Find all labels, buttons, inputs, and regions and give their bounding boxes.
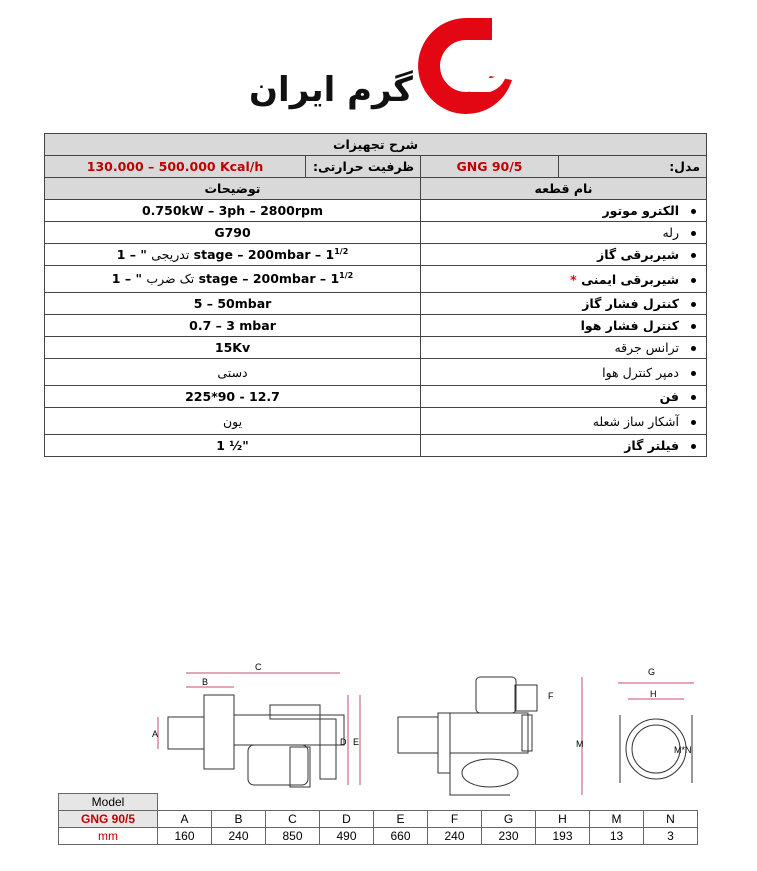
desc-cell: 0.7 – 3 mbar	[45, 315, 421, 337]
brand-logo	[236, 12, 526, 122]
dims-unit: mm	[59, 828, 158, 845]
dim-value: 160	[158, 828, 212, 845]
bullet-icon	[691, 209, 696, 214]
bullet-icon	[691, 278, 696, 283]
dim-value: 240	[428, 828, 482, 845]
model-header: Model	[59, 794, 158, 811]
dim-label: C	[255, 662, 262, 672]
model-label: مدل:	[559, 156, 707, 178]
part-cell: الکترو موتور	[602, 203, 679, 218]
spec-title: شرح تجهیزات	[45, 134, 707, 156]
part-cell: شیربرقی ایمنی	[581, 271, 679, 287]
table-row	[45, 293, 707, 315]
part-cell: ترانس جرقه	[614, 340, 679, 355]
dims-model: GNG 90/5	[59, 811, 158, 828]
dim-label: E	[353, 737, 360, 747]
part-cell: رله	[662, 225, 679, 240]
part-cell: کنترل فشار هوا	[580, 318, 679, 333]
dim-col: G	[482, 811, 536, 828]
table-row	[45, 266, 707, 293]
safety-star: *	[570, 271, 577, 287]
part-cell: کنترل فشار گاز	[582, 296, 679, 311]
bullet-icon	[691, 324, 696, 329]
dim-value: 490	[320, 828, 374, 845]
bullet-icon	[691, 346, 696, 351]
burner-dimension-drawing	[150, 655, 720, 805]
desc-cell: یون	[45, 408, 421, 435]
bullet-icon	[691, 395, 696, 400]
desc-cell: 1 ½"	[45, 435, 421, 457]
col-part-header: نام قطعه	[421, 178, 707, 200]
dim-col: B	[212, 811, 266, 828]
desc-prefix: 1	[325, 247, 335, 263]
dim-col: M	[590, 811, 644, 828]
desc-prefix: 1	[330, 271, 340, 287]
dim-label: M*N	[674, 745, 692, 755]
dimensions-table	[58, 793, 698, 845]
dim-label: A	[152, 729, 159, 739]
table-row	[45, 408, 707, 435]
desc-fa: تدریجی	[151, 247, 190, 263]
desc-cell	[45, 244, 421, 266]
desc-cell: 5 – 50mbar	[45, 293, 421, 315]
bullet-icon	[691, 302, 696, 307]
capacity-value: 130.000 – 500.000 Kcal/h	[45, 156, 306, 178]
part-cell: دمپر کنترل هوا	[602, 364, 679, 380]
dim-label: G	[648, 667, 656, 677]
desc-cell: 225*90 - 12.7	[45, 386, 421, 408]
capacity-label: ظرفیت حرارتی:	[306, 156, 421, 178]
dim-col: E	[374, 811, 428, 828]
dim-value: 13	[590, 828, 644, 845]
table-row	[45, 315, 707, 337]
table-row	[45, 222, 707, 244]
dim-label: B	[202, 677, 209, 687]
bullet-icon	[691, 253, 696, 258]
dim-label: D	[340, 737, 347, 747]
dim-col: H	[536, 811, 590, 828]
dim-label: F	[548, 691, 554, 701]
table-row	[45, 200, 707, 222]
desc-cell: 0.750kW – 3ph – 2800rpm	[45, 200, 421, 222]
desc-fa: تک ضرب	[146, 271, 195, 287]
dim-value: 230	[482, 828, 536, 845]
desc-cell: G790	[45, 222, 421, 244]
dim-col: F	[428, 811, 482, 828]
brand-name: گرم ایران	[249, 70, 413, 110]
dim-col: C	[266, 811, 320, 828]
part-cell: آشکار ساز شعله	[592, 413, 679, 429]
dim-col: D	[320, 811, 374, 828]
table-row	[45, 386, 707, 408]
dim-value: 193	[536, 828, 590, 845]
desc-sup: 1/2	[339, 271, 354, 281]
part-cell: فن	[659, 389, 679, 404]
part-cell: فیلتر گاز	[624, 438, 679, 453]
table-row	[45, 359, 707, 386]
table-row	[45, 435, 707, 457]
dim-label: M	[576, 739, 584, 749]
dim-value: 850	[266, 828, 320, 845]
desc-cell: دستی	[45, 359, 421, 386]
desc-cell	[45, 266, 421, 293]
bullet-icon	[691, 444, 696, 449]
part-cell: شیربرقی گاز	[597, 247, 679, 262]
table-row	[45, 244, 707, 266]
desc-mid: " – 1 stage – 200mbar –	[111, 271, 327, 287]
desc-mid: " – 1 stage – 200mbar –	[116, 247, 322, 263]
front-view	[398, 677, 582, 795]
table-row	[45, 337, 707, 359]
dim-value: 240	[212, 828, 266, 845]
desc-sup: 1/2	[334, 246, 349, 256]
dim-col: A	[158, 811, 212, 828]
bullet-icon	[691, 371, 696, 376]
side-view	[158, 673, 360, 787]
spec-table	[44, 133, 707, 457]
bullet-icon	[691, 420, 696, 425]
dim-col: N	[644, 811, 698, 828]
desc-cell: 15Kv	[45, 337, 421, 359]
model-value: GNG 90/5	[421, 156, 559, 178]
dim-value: 660	[374, 828, 428, 845]
dim-value: 3	[644, 828, 698, 845]
bullet-icon	[691, 231, 696, 236]
dim-label: H	[650, 689, 657, 699]
col-desc-header: توضیحات	[45, 178, 421, 200]
